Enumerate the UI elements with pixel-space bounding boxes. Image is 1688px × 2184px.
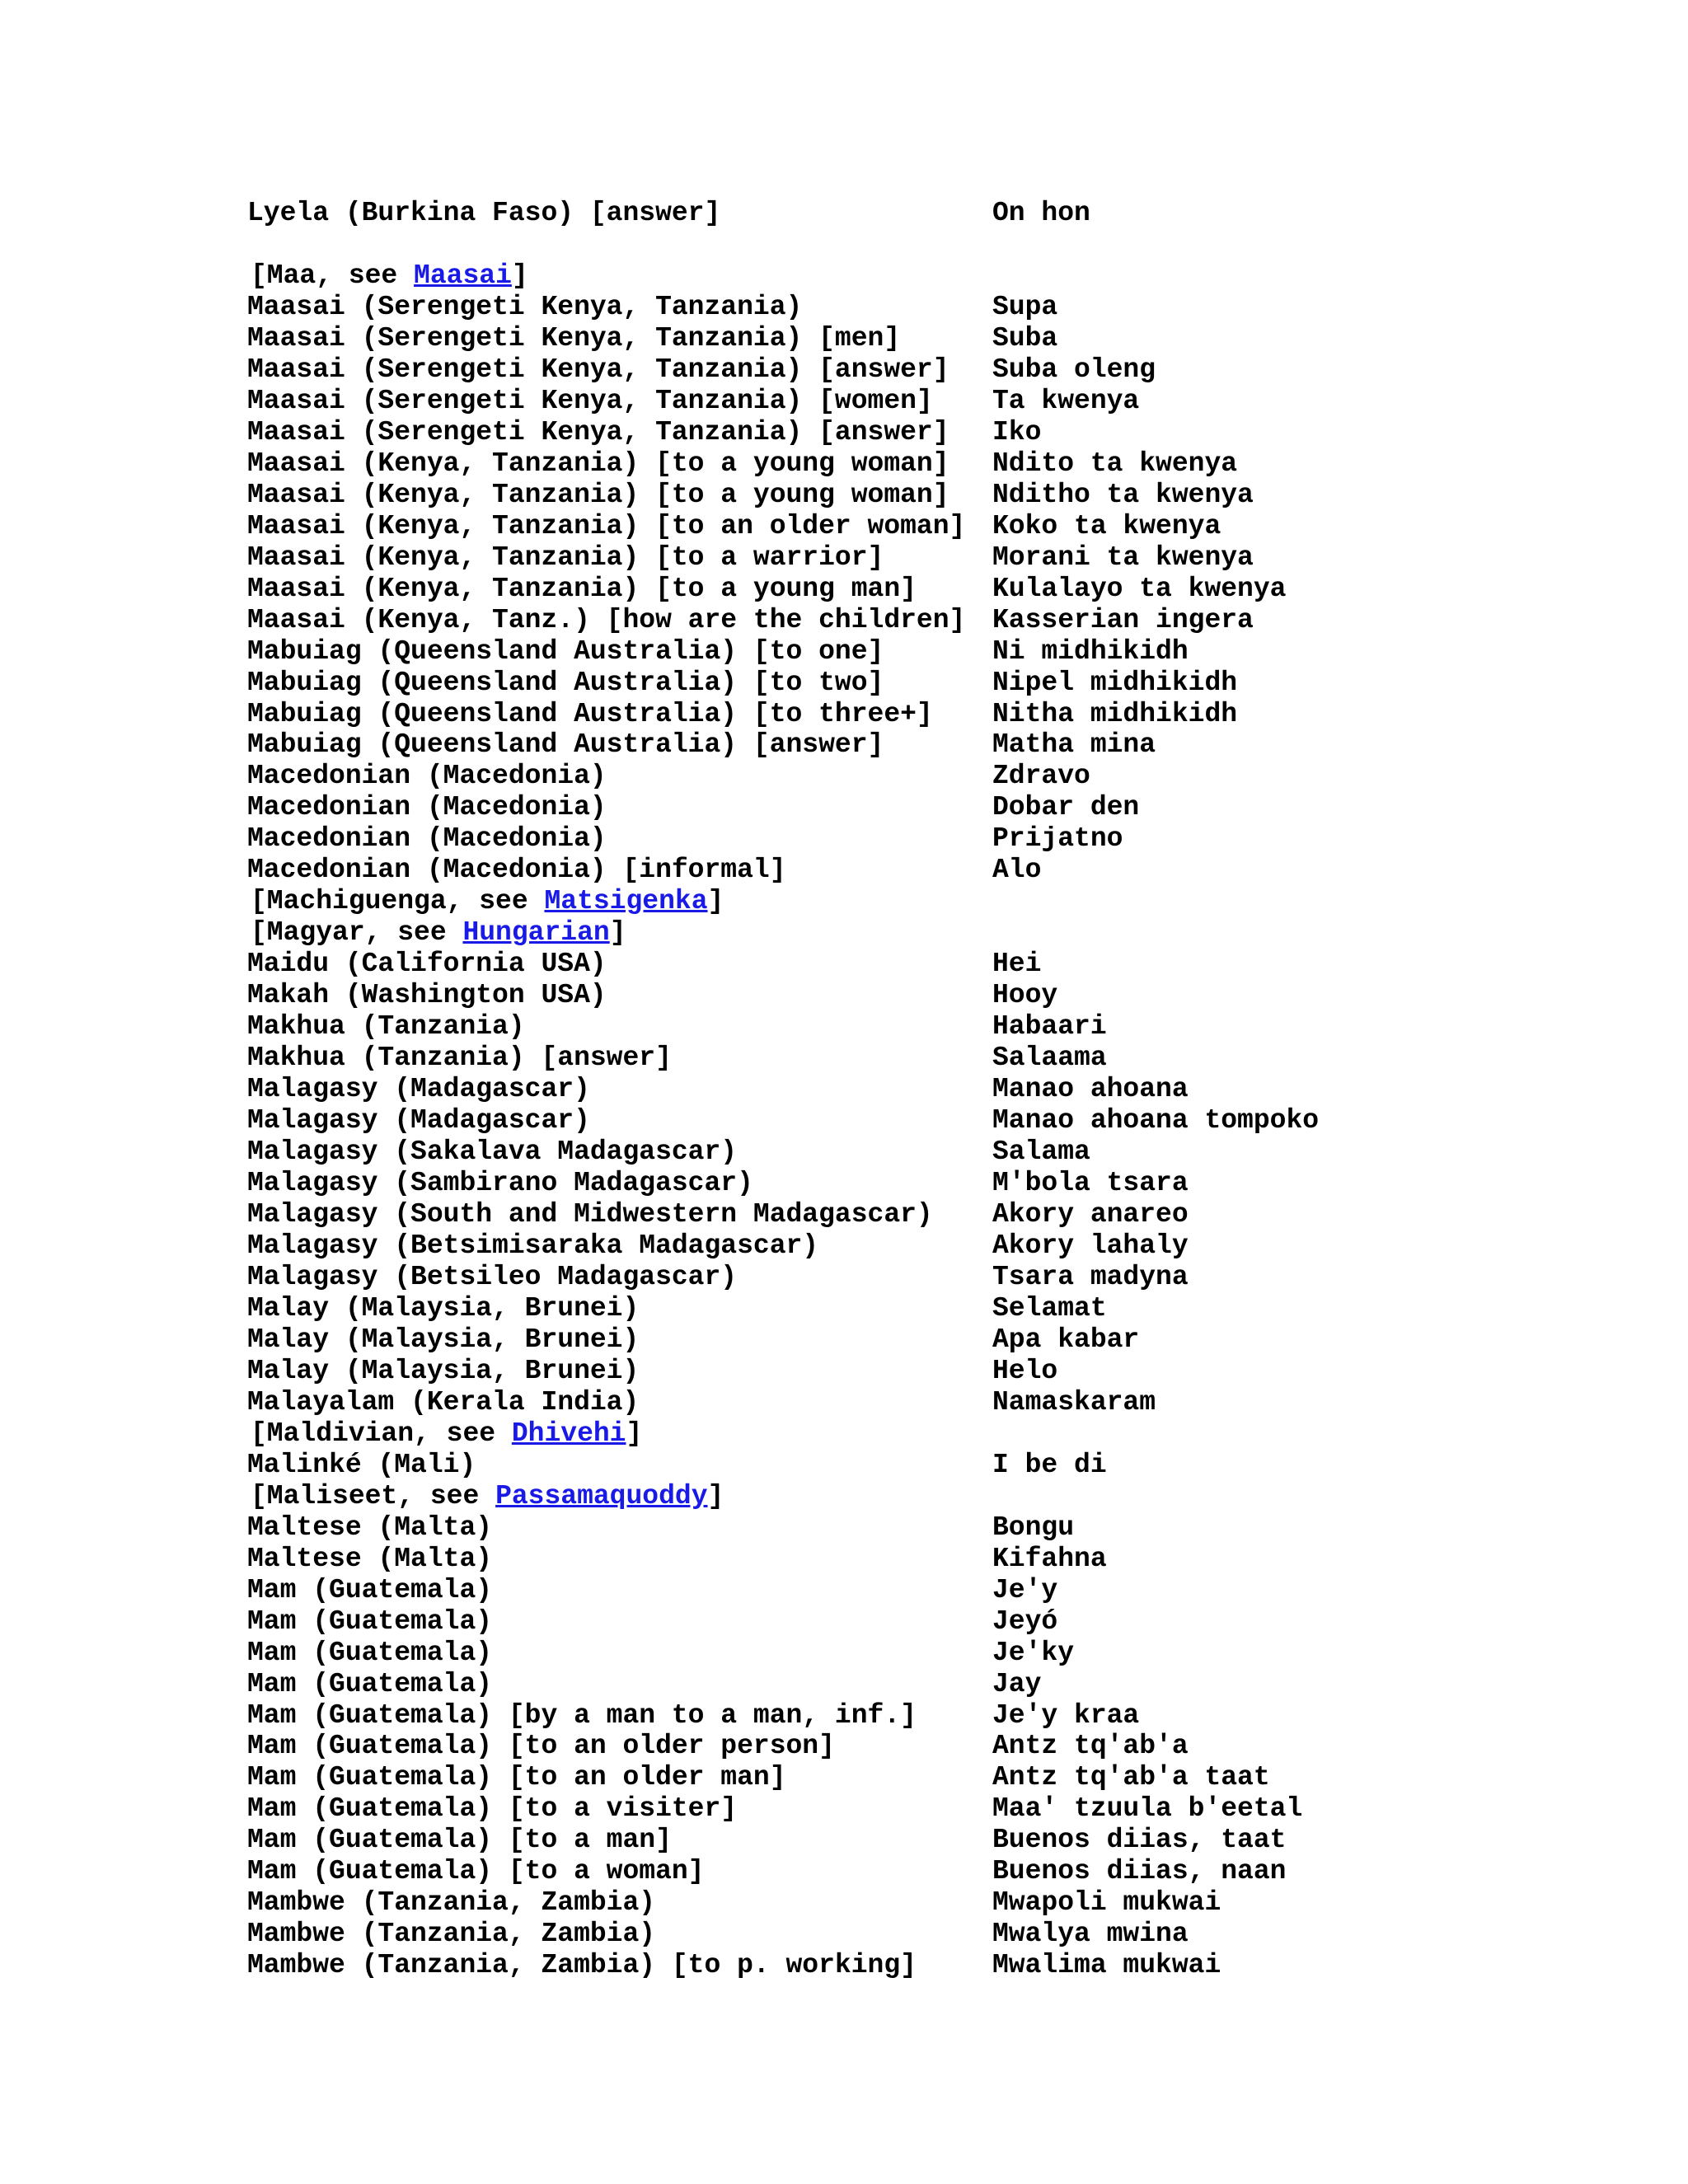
greeting-text: Hei xyxy=(992,949,1042,980)
greeting-text: Suba oleng xyxy=(992,354,1156,385)
language-label: Malagasy (Betsimisaraka Madagascar) xyxy=(247,1230,819,1261)
language-label: Maasai (Serengeti Kenya, Tanzania) [men] xyxy=(247,322,901,354)
cross-reference-prefix: [Maa, see xyxy=(251,260,415,291)
greeting-text: Ndito ta kwenya xyxy=(992,448,1238,479)
language-label: Mabuiag (Queensland Australia) [to one] xyxy=(247,635,884,667)
greeting-text: Tsara madyna xyxy=(992,1261,1189,1292)
greeting-text: Matha mina xyxy=(992,729,1156,761)
greeting-text: Nitha midhikidh xyxy=(992,698,1238,729)
language-label: Maidu (California USA) xyxy=(247,949,607,980)
greeting-text: Mwalya mwina xyxy=(992,1919,1189,1950)
greeting-text: Akory anareo xyxy=(992,1199,1189,1230)
language-label: Mambwe (Tanzania, Zambia) [to p. working] xyxy=(247,1950,917,1981)
greeting-text: Helo xyxy=(992,1355,1058,1386)
cross-reference-suffix: ] xyxy=(511,260,528,291)
language-label: Malay (Malaysia, Brunei) xyxy=(247,1324,640,1355)
language-label: Macedonian (Macedonia) xyxy=(247,823,607,855)
language-label: Malagasy (Betsileo Madagascar) xyxy=(247,1261,738,1292)
language-label: Maasai (Kenya, Tanzania) [to a young woman] xyxy=(247,448,950,479)
language-label: Mam (Guatemala) [to a man] xyxy=(247,1825,672,1856)
language-label: Malagasy (Madagascar) xyxy=(247,1105,590,1137)
greeting-text: I be di xyxy=(992,1449,1107,1480)
language-label: Malayalam (Kerala India) xyxy=(247,1386,640,1418)
greeting-text: Apa kabar xyxy=(992,1324,1140,1355)
greeting-text: Habaari xyxy=(992,1011,1107,1043)
cross-reference-prefix: [Maldivian, see xyxy=(251,1418,512,1449)
greeting-text: Salaama xyxy=(992,1043,1107,1074)
greeting-text: Kulalayo ta kwenya xyxy=(992,573,1287,604)
cross-reference-prefix: [Machiguenga, see xyxy=(251,886,545,917)
greeting-text: Selamat xyxy=(992,1292,1107,1324)
language-label: Malagasy (Sambirano Madagascar) xyxy=(247,1168,753,1199)
cross-reference-prefix: [Magyar, see xyxy=(251,917,463,949)
language-label: Mam (Guatemala) [to an older man] xyxy=(247,1762,786,1793)
language-label: Maltese (Malta) xyxy=(247,1543,493,1574)
language-label: Maasai (Kenya, Tanzania) [to a young man] xyxy=(247,573,917,604)
cross-reference xyxy=(251,886,724,917)
cross-reference-link[interactable]: Maasai xyxy=(414,260,512,291)
cross-reference xyxy=(251,917,626,949)
greeting-text: Nipel midhikidh xyxy=(992,667,1238,698)
greeting-text: Buenos diias, naan xyxy=(992,1856,1287,1887)
greeting-text: Kifahna xyxy=(992,1543,1107,1574)
language-label: Makah (Washington USA) xyxy=(247,980,607,1011)
greeting-text: Prijatno xyxy=(992,823,1123,855)
language-label: Mam (Guatemala) [to a visiter] xyxy=(247,1793,738,1825)
greeting-text: Antz tq'ab'a taat xyxy=(992,1762,1270,1793)
language-label: Makhua (Tanzania) xyxy=(247,1011,525,1043)
greeting-text: Maa' tzuula b'eetal xyxy=(992,1793,1303,1825)
language-label: Malay (Malaysia, Brunei) xyxy=(247,1355,640,1386)
language-label: Malay (Malaysia, Brunei) xyxy=(247,1292,640,1324)
greeting-text: Mwalima mukwai xyxy=(992,1950,1221,1981)
greeting-text: Je'ky xyxy=(992,1637,1075,1668)
greeting-text: Namaskaram xyxy=(992,1386,1156,1418)
greeting-text: Je'y xyxy=(992,1574,1058,1605)
greeting-text: Ni midhikidh xyxy=(992,635,1189,667)
cross-reference-suffix: ] xyxy=(707,886,724,917)
greeting-text: Kasserian ingera xyxy=(992,604,1254,635)
language-label: Mambwe (Tanzania, Zambia) xyxy=(247,1887,656,1919)
greeting-text: Suba xyxy=(992,322,1058,354)
greeting-text: Manao ahoana tompoko xyxy=(992,1105,1320,1137)
language-label: Mam (Guatemala) xyxy=(247,1574,493,1605)
greeting-text: Je'y kraa xyxy=(992,1699,1140,1731)
greeting-text: Dobar den xyxy=(992,792,1140,823)
language-label: Macedonian (Macedonia) xyxy=(247,792,607,823)
greeting-text: Mwapoli mukwai xyxy=(992,1887,1221,1919)
greeting-text: Ta kwenya xyxy=(992,385,1140,416)
greeting-text: Supa xyxy=(992,291,1058,322)
language-label: Mam (Guatemala) [to a woman] xyxy=(247,1856,705,1887)
language-label: Lyela (Burkina Faso) [answer] xyxy=(247,198,721,228)
cross-reference xyxy=(251,1418,642,1450)
language-label: Mam (Guatemala) [to an older person] xyxy=(247,1731,835,1762)
language-label: Maasai (Serengeti Kenya, Tanzania) xyxy=(247,291,803,322)
language-label: Mam (Guatemala) xyxy=(247,1668,493,1699)
language-label: Mambwe (Tanzania, Zambia) xyxy=(247,1919,656,1950)
greeting-text: On hon xyxy=(992,198,1090,228)
cross-reference xyxy=(251,260,528,292)
greeting-text: Akory lahaly xyxy=(992,1230,1189,1261)
cross-reference-suffix: ] xyxy=(707,1480,724,1511)
language-label: Mam (Guatemala) xyxy=(247,1637,493,1668)
greeting-text: Nditho ta kwenya xyxy=(992,479,1254,510)
cross-reference-link[interactable]: Dhivehi xyxy=(511,1418,626,1449)
language-label: Maasai (Kenya, Tanzania) [to an older woman] xyxy=(247,510,966,541)
greeting-text: Jeyó xyxy=(992,1605,1058,1637)
language-label: Maltese (Malta) xyxy=(247,1511,493,1543)
greeting-text: Bongu xyxy=(992,1511,1075,1543)
greeting-text: M'bola tsara xyxy=(992,1168,1189,1199)
greeting-text: Salama xyxy=(992,1137,1090,1168)
language-label: Malagasy (Madagascar) xyxy=(247,1074,590,1105)
greeting-text: Iko xyxy=(992,416,1042,448)
greeting-text: Alo xyxy=(992,855,1042,886)
language-label: Maasai (Kenya, Tanz.) [how are the children] xyxy=(247,604,966,635)
greeting-text: Koko ta kwenya xyxy=(992,510,1221,541)
language-label: Malagasy (South and Midwestern Madagascar) xyxy=(247,1199,933,1230)
language-label: Macedonian (Macedonia) [informal] xyxy=(247,855,786,886)
language-label: Maasai (Kenya, Tanzania) [to a young woman] xyxy=(247,479,950,510)
cross-reference-suffix: ] xyxy=(609,917,626,949)
cross-reference-link[interactable]: Hungarian xyxy=(462,917,610,949)
greeting-text: Buenos diias, taat xyxy=(992,1825,1287,1856)
language-label: Maasai (Serengeti Kenya, Tanzania) [answer] xyxy=(247,416,950,448)
cross-reference-suffix: ] xyxy=(626,1418,643,1449)
greeting-text: Morani ta kwenya xyxy=(992,541,1254,573)
language-label: Macedonian (Macedonia) xyxy=(247,761,607,792)
greeting-text: Zdravo xyxy=(992,761,1090,792)
language-label: Mam (Guatemala) xyxy=(247,1605,493,1637)
language-label: Mabuiag (Queensland Australia) [to three+] xyxy=(247,698,933,729)
greeting-text: Manao ahoana xyxy=(992,1074,1189,1105)
language-label: Maasai (Serengeti Kenya, Tanzania) [answer] xyxy=(247,354,950,385)
language-label: Mam (Guatemala) [by a man to a man, inf.] xyxy=(247,1699,917,1731)
language-label: Malinké (Mali) xyxy=(247,1449,476,1480)
language-label: Malagasy (Sakalava Madagascar) xyxy=(247,1137,738,1168)
cross-reference-link[interactable]: Passamaquoddy xyxy=(495,1480,708,1511)
greeting-text: Antz tq'ab'a xyxy=(992,1731,1189,1762)
cross-reference-prefix: [Maliseet, see xyxy=(251,1480,496,1511)
language-label: Maasai (Serengeti Kenya, Tanzania) [women] xyxy=(247,385,933,416)
language-label: Maasai (Kenya, Tanzania) [to a warrior] xyxy=(247,541,884,573)
language-label: Mabuiag (Queensland Australia) [to two] xyxy=(247,667,884,698)
language-label: Makhua (Tanzania) [answer] xyxy=(247,1043,672,1074)
greeting-text: Jay xyxy=(992,1668,1042,1699)
cross-reference-link[interactable]: Matsigenka xyxy=(544,886,708,917)
greeting-text: Hooy xyxy=(992,980,1058,1011)
language-label: Mabuiag (Queensland Australia) [answer] xyxy=(247,729,884,761)
cross-reference xyxy=(251,1481,724,1512)
